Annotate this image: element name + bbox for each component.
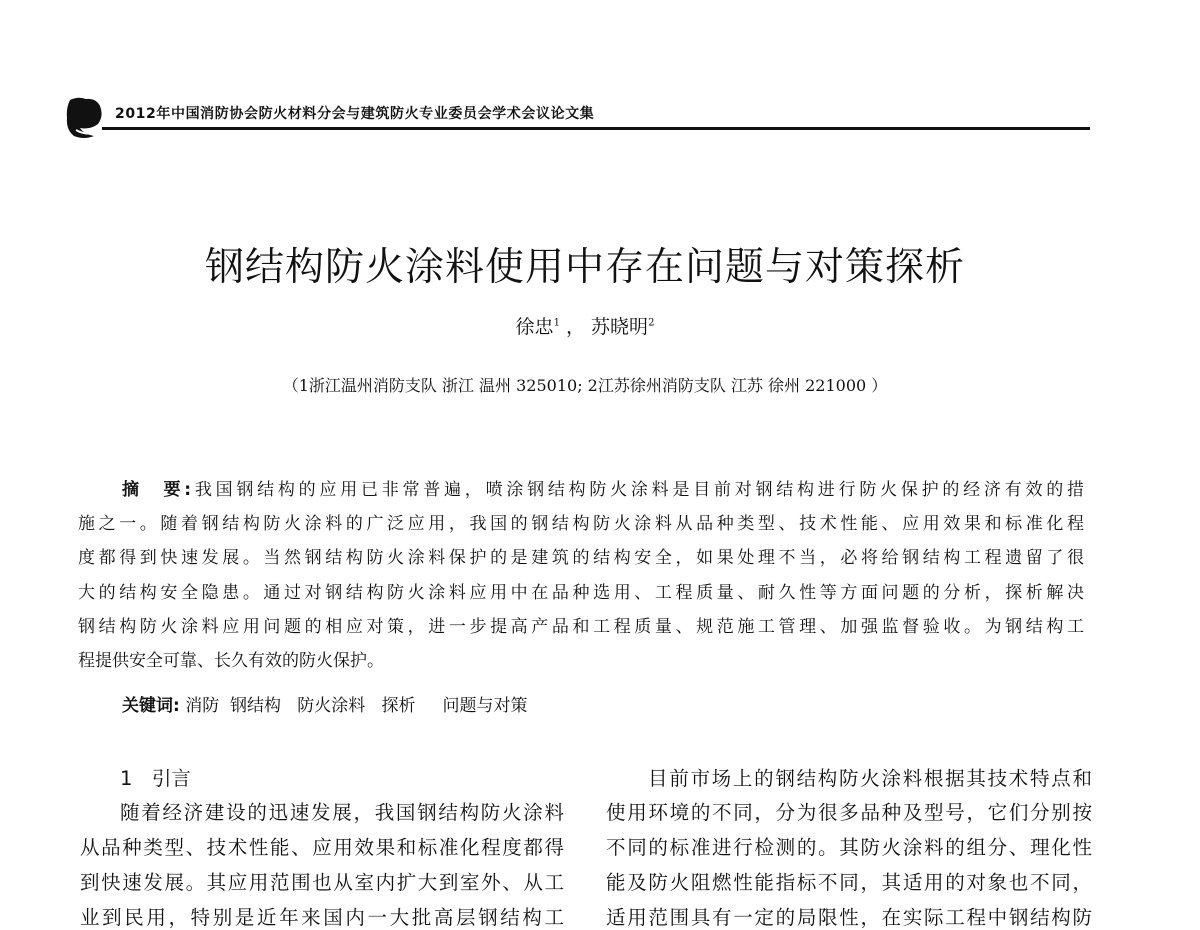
keywords [122,691,527,716]
authors [0,312,1170,339]
body-line-left: 业到民用，特别是近年来国内一大批高层钢结构工 [80,906,564,929]
body-line-right: 使用环境的不同，分为很多品种及型号，它们分别按 [606,801,1092,824]
abstract-line: 施之一。随着钢结构防火涂料的广泛应用，我国的钢结构防火涂料从品种类型、技术性能、应用效果和标准化程 [78,514,1084,534]
abstract-label: 摘 要: [122,480,192,500]
body-line-left: 到快速发展。其应用范围也从室内扩大到室外、从工 [80,871,564,894]
body-line-left: 随着经济建设的迅速发展，我国钢结构防火涂料 [120,801,564,824]
paper-title: 钢结构防火涂料使用中存在问题与对策探析 [204,245,965,290]
abstract-line: 大的结构安全隐患。通过对钢结构防火涂料应用中在品种选用、工程质量、耐久性等方面问题的分析，探析解决 [78,583,1084,603]
abstract-text: 我国钢结构的应用已非常普遍，喷涂钢结构防火涂料是目前对钢结构进行防火保护的经济有效的措 [191,480,1084,500]
keywords-text: 消防 钢结构 防火涂料 探析 问题与对策 [185,696,528,716]
author-affil-mark: 1 [553,317,560,329]
running-header: 2012年中国消防协会防火材料分会与建筑防火专业委员会学术会议论文集 [115,106,595,122]
abstract-line: 钢结构防火涂料应用问题的相应对策，进一步提高产品和工程质量、规范施工管理、加强监督验收。为钢结构工 [78,617,1084,637]
section-heading: 1 引言 [120,767,191,790]
author-affil-mark: 2 [648,317,655,329]
conference-logo-icon [64,96,104,140]
body-line-right: 目前市场上的钢结构防火涂料根据其技术特点和 [648,767,1092,790]
keywords-label: 关键词: [122,696,180,716]
body-line-left: 从品种类型、技术性能、应用效果和标准化程度都得 [80,836,564,859]
abstract-line: 程提供安全可靠、长久有效的防火保护。 [78,651,384,671]
abstract-line: 度都得到快速发展。当然钢结构防火涂料保护的是建筑的结构安全，如果处理不当，必将给钢结构工程遗留了很 [78,548,1084,568]
affiliation: （1浙江温州消防支队 浙江 温州 325010; 2江苏徐州消防支队 江苏 徐州 221000 ） [282,376,888,395]
author-name: 苏晓明 [591,316,649,338]
author-name: 徐忠 [515,316,554,338]
body-line-right: 适用范围具有一定的局限性，在实际工程中钢结构防 [606,906,1092,929]
body-line-right: 不同的标准进行检测的。其防火涂料的组分、理化性 [606,836,1092,859]
abstract-line [122,475,1084,500]
header-rule [102,127,1090,130]
author-separator: ， [565,316,585,338]
body-line-right: 能及防火阻燃性能指标不同，其适用的对象也不同， [606,871,1092,894]
